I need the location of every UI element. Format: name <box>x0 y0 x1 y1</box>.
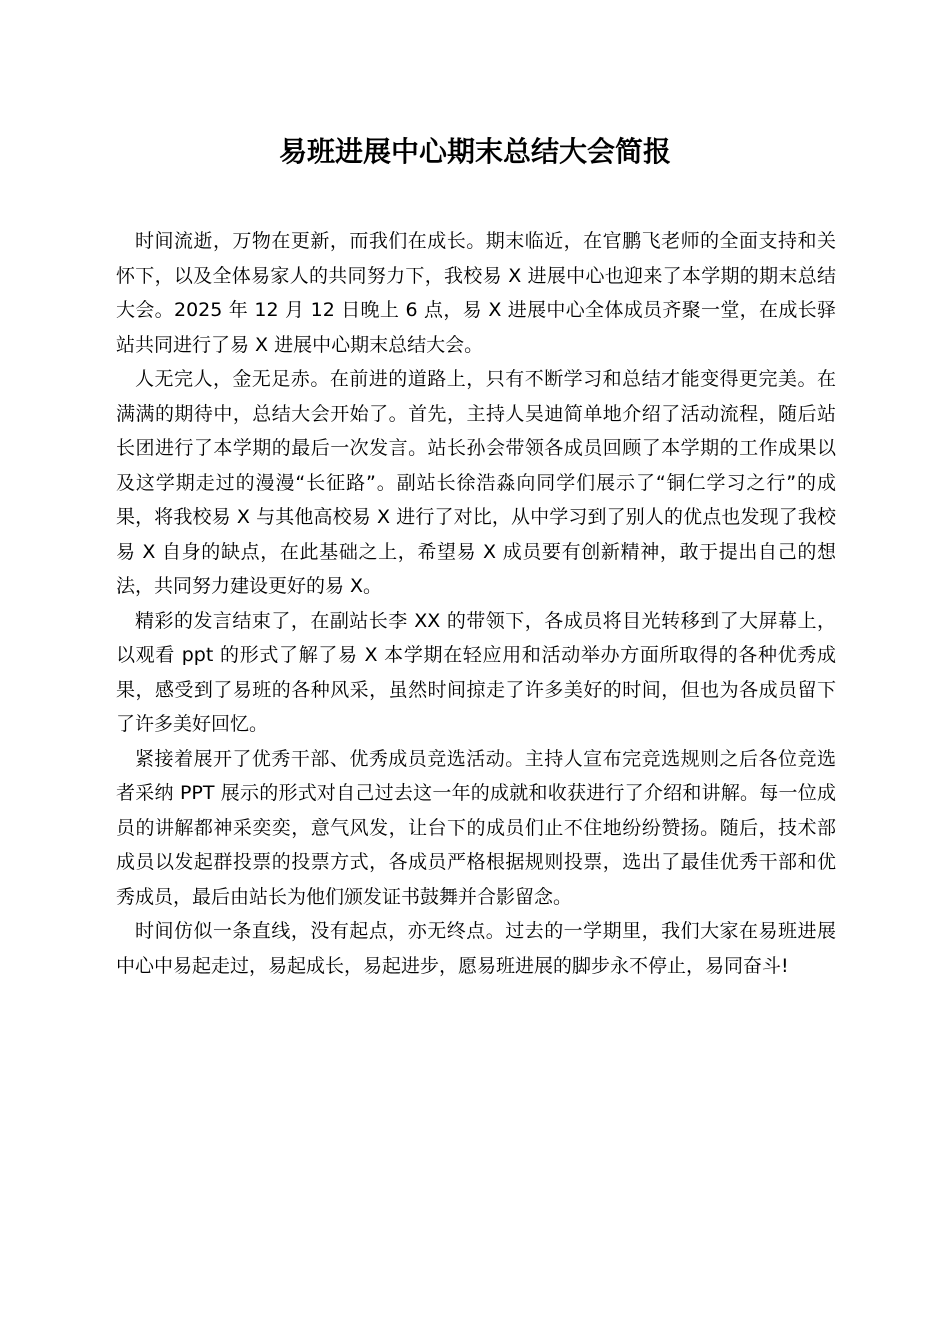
document-body <box>116 224 836 983</box>
paragraph-4: 紧接着展开了优秀干部、优秀成员竞选活动。主持人宣布完竞选规则之后各位竞选者采纳 PPT 展示的形式对自己过去这一年的成就和收获进行了介绍和讲解。每一位成员的讲解都神采奕奕，意气风发，让台下的成员们止不住地纷纷赞扬。随后，技术部成员以发起群投票的投票方式，各成员严格根据规则投票，选出了最佳优秀干部和优秀成员，最后由站长为他们颁发证书鼓舞并合影留念。 <box>116 747 836 908</box>
document-title: 易班进展中心期末总结大会简报 <box>278 135 671 168</box>
paragraph-3: 精彩的发言结束了，在副站长李 XX 的带领下，各成员将目光转移到了大屏幕上，以观看 ppt 的形式了解了易 X 本学期在轻应用和活动举办方面所取得的各种优秀成果，感受到了易班的各种风采，虽然时间掠走了许多美好的时间，但也为各成员留下了许多美好回忆。 <box>116 609 836 735</box>
paragraph-5: 时间仿似一条直线，没有起点，亦无终点。过去的一学期里，我们大家在易班进展中心中易起走过，易起成长，易起进步，愿易班进展的脚步永不停止，易同奋斗! <box>116 920 836 977</box>
paragraph-2: 人无完人，金无足赤。在前进的道路上，只有不断学习和总结才能变得更完美。在满满的期待中，总结大会开始了。首先，主持人吴迪简单地介绍了活动流程，随后站长团进行了本学期的最后一次发言。站长孙会带领各成员回顾了本学期的工作成果以及这学期走过的漫漫“长征路”。副站长徐浩淼向同学们展示了“铜仁学习之行”的成果，将我校易 X 与其他高校易 X 进行了对比，从中学习到了别人的优点也发现了我校易 X 自身的缺点，在此基础之上，希望易 X 成员要有创新精神，敢于提出自己的想法，共同努力建设更好的易 X。 <box>116 368 836 597</box>
paragraph-1: 时间流逝，万物在更新，而我们在成长。期末临近，在官鹏飞老师的全面支持和关怀下，以及全体易家人的共同努力下，我校易 X 进展中心也迎来了本学期的期末总结大会。2025 年 12 月 12 日晚上 6 点，易 X 进展中心全体成员齐聚一堂，在成长驿站共同进行了易 X 进展中心期末总结大会。 <box>116 230 836 356</box>
